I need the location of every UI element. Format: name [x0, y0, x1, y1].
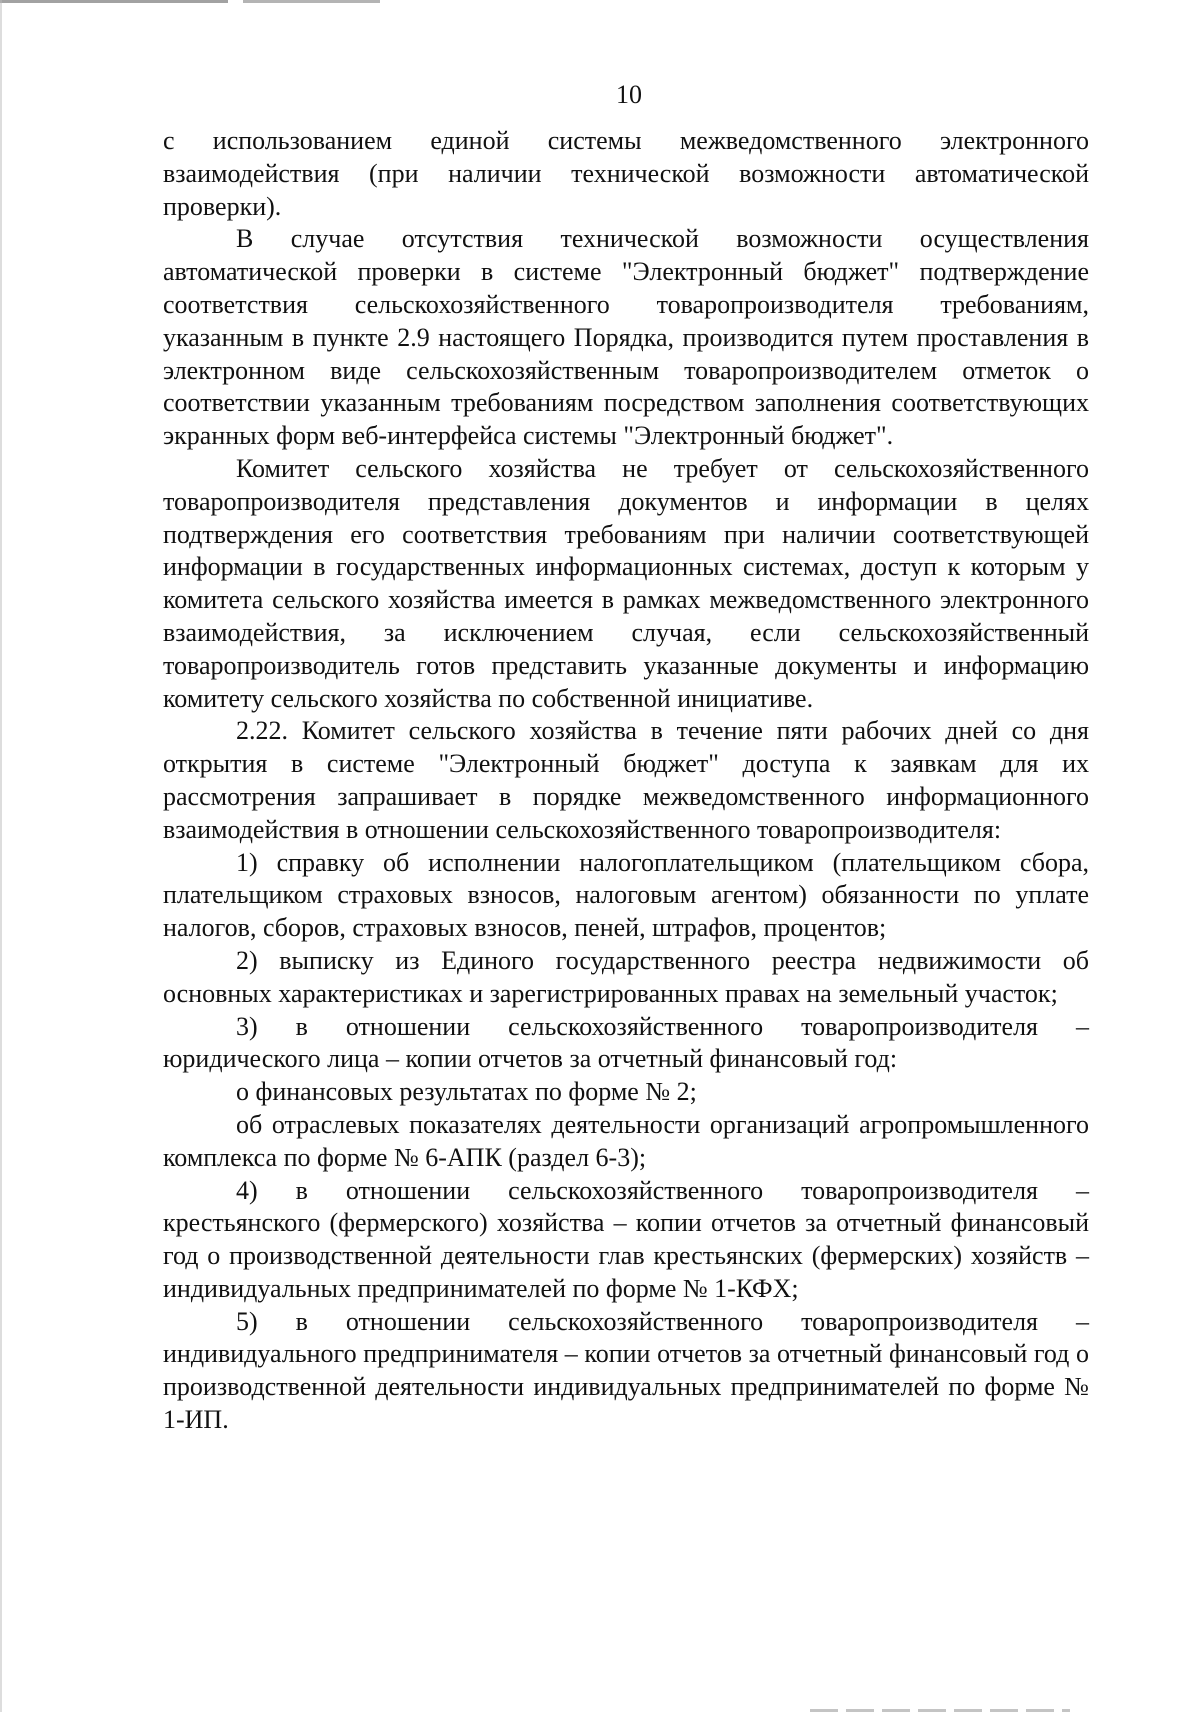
document-body	[163, 125, 1089, 1437]
list-item-3: 3) в отношении сельскохозяйственного товаропроизводителя – юридического лица – копии отчетов за отчетный финансовый год:	[163, 1011, 1089, 1074]
sub-item-form-2: о финансовых результатах по форме № 2;	[236, 1077, 697, 1107]
paragraph-section-2-22: 2.22. Комитет сельского хозяйства в течение пяти рабочих дней со дня открытия в системе "Электронный бюджет" доступа к заявкам для их рассмотрения запрашивает в порядке межведомственного информационного взаимодействия в отношении сельскохозяйственного товаропроизводителя:	[163, 716, 1089, 844]
paragraph: В случае отсутствия технической возможности осуществления автоматической проверки в системе "Электронный бюджет" подтверждение соответствия сельскохозяйственного товаропроизводителя требованиям, указанным в пункте 2.9 настоящего Порядка, производится путем проставления в электронном виде сельскохозяйственным товаропроизводителем отметок о соответствии указанным требованиям посредством заполнения соответствующих экранных форм веб-интерфейса системы "Электронный бюджет".	[163, 224, 1089, 451]
paragraph: с использованием единой системы межведомственного электронного взаимодействия (при наличии технической возможности автоматической проверки).	[163, 126, 1089, 221]
list-item-4: 4) в отношении сельскохозяйственного товаропроизводителя – крестьянского (фермерского) хозяйства – копии отчетов за отчетный финансовый год о производственной деятельности глав крестьянских (фермерских) хозяйств – индивидуальных предпринимателей по форме № 1-КФХ;	[163, 1175, 1089, 1303]
list-item-1: 1) справку об исполнении налогоплательщиком (плательщиком сбора, плательщиком страховых взносов, налоговым агентом) обязанности по уплате налогов, сборов, страховых взносов, пеней, штрафов, процентов;	[163, 847, 1089, 943]
list-item-5: 5) в отношении сельскохозяйственного товаропроизводителя – индивидуального предпринимателя – копии отчетов за отчетный финансовый год о производственной деятельности индивидуальных предпринимателей по форме № 1-ИП.	[163, 1306, 1089, 1435]
page-number: 10	[616, 80, 642, 109]
sub-item-form-6-apk: об отраслевых показателях деятельности организаций агропромышленного комплекса по форме № 6-АПК (раздел 6-3);	[163, 1109, 1089, 1172]
list-item-2: 2) выписку из Единого государственного реестра недвижимости об основных характеристиках и зарегистрированных правах на земельный участок;	[163, 945, 1089, 1008]
scan-edge-left	[0, 0, 2, 1712]
scan-edge-top	[0, 0, 380, 3]
paragraph: Комитет сельского хозяйства не требует от сельскохозяйственного товаропроизводителя представления документов и информации в целях подтверждения его соответствия требованиям при наличии соответствующей информации в государственных информационных системах, доступ к которым у комитета сельского хозяйства имеется в рамках межведомственного электронного взаимодействия, за исключением случая, если сельскохозяйственный товаропроизводитель готов представить указанные документы и информацию комитету сельского хозяйства по собственной инициативе.	[163, 453, 1089, 713]
